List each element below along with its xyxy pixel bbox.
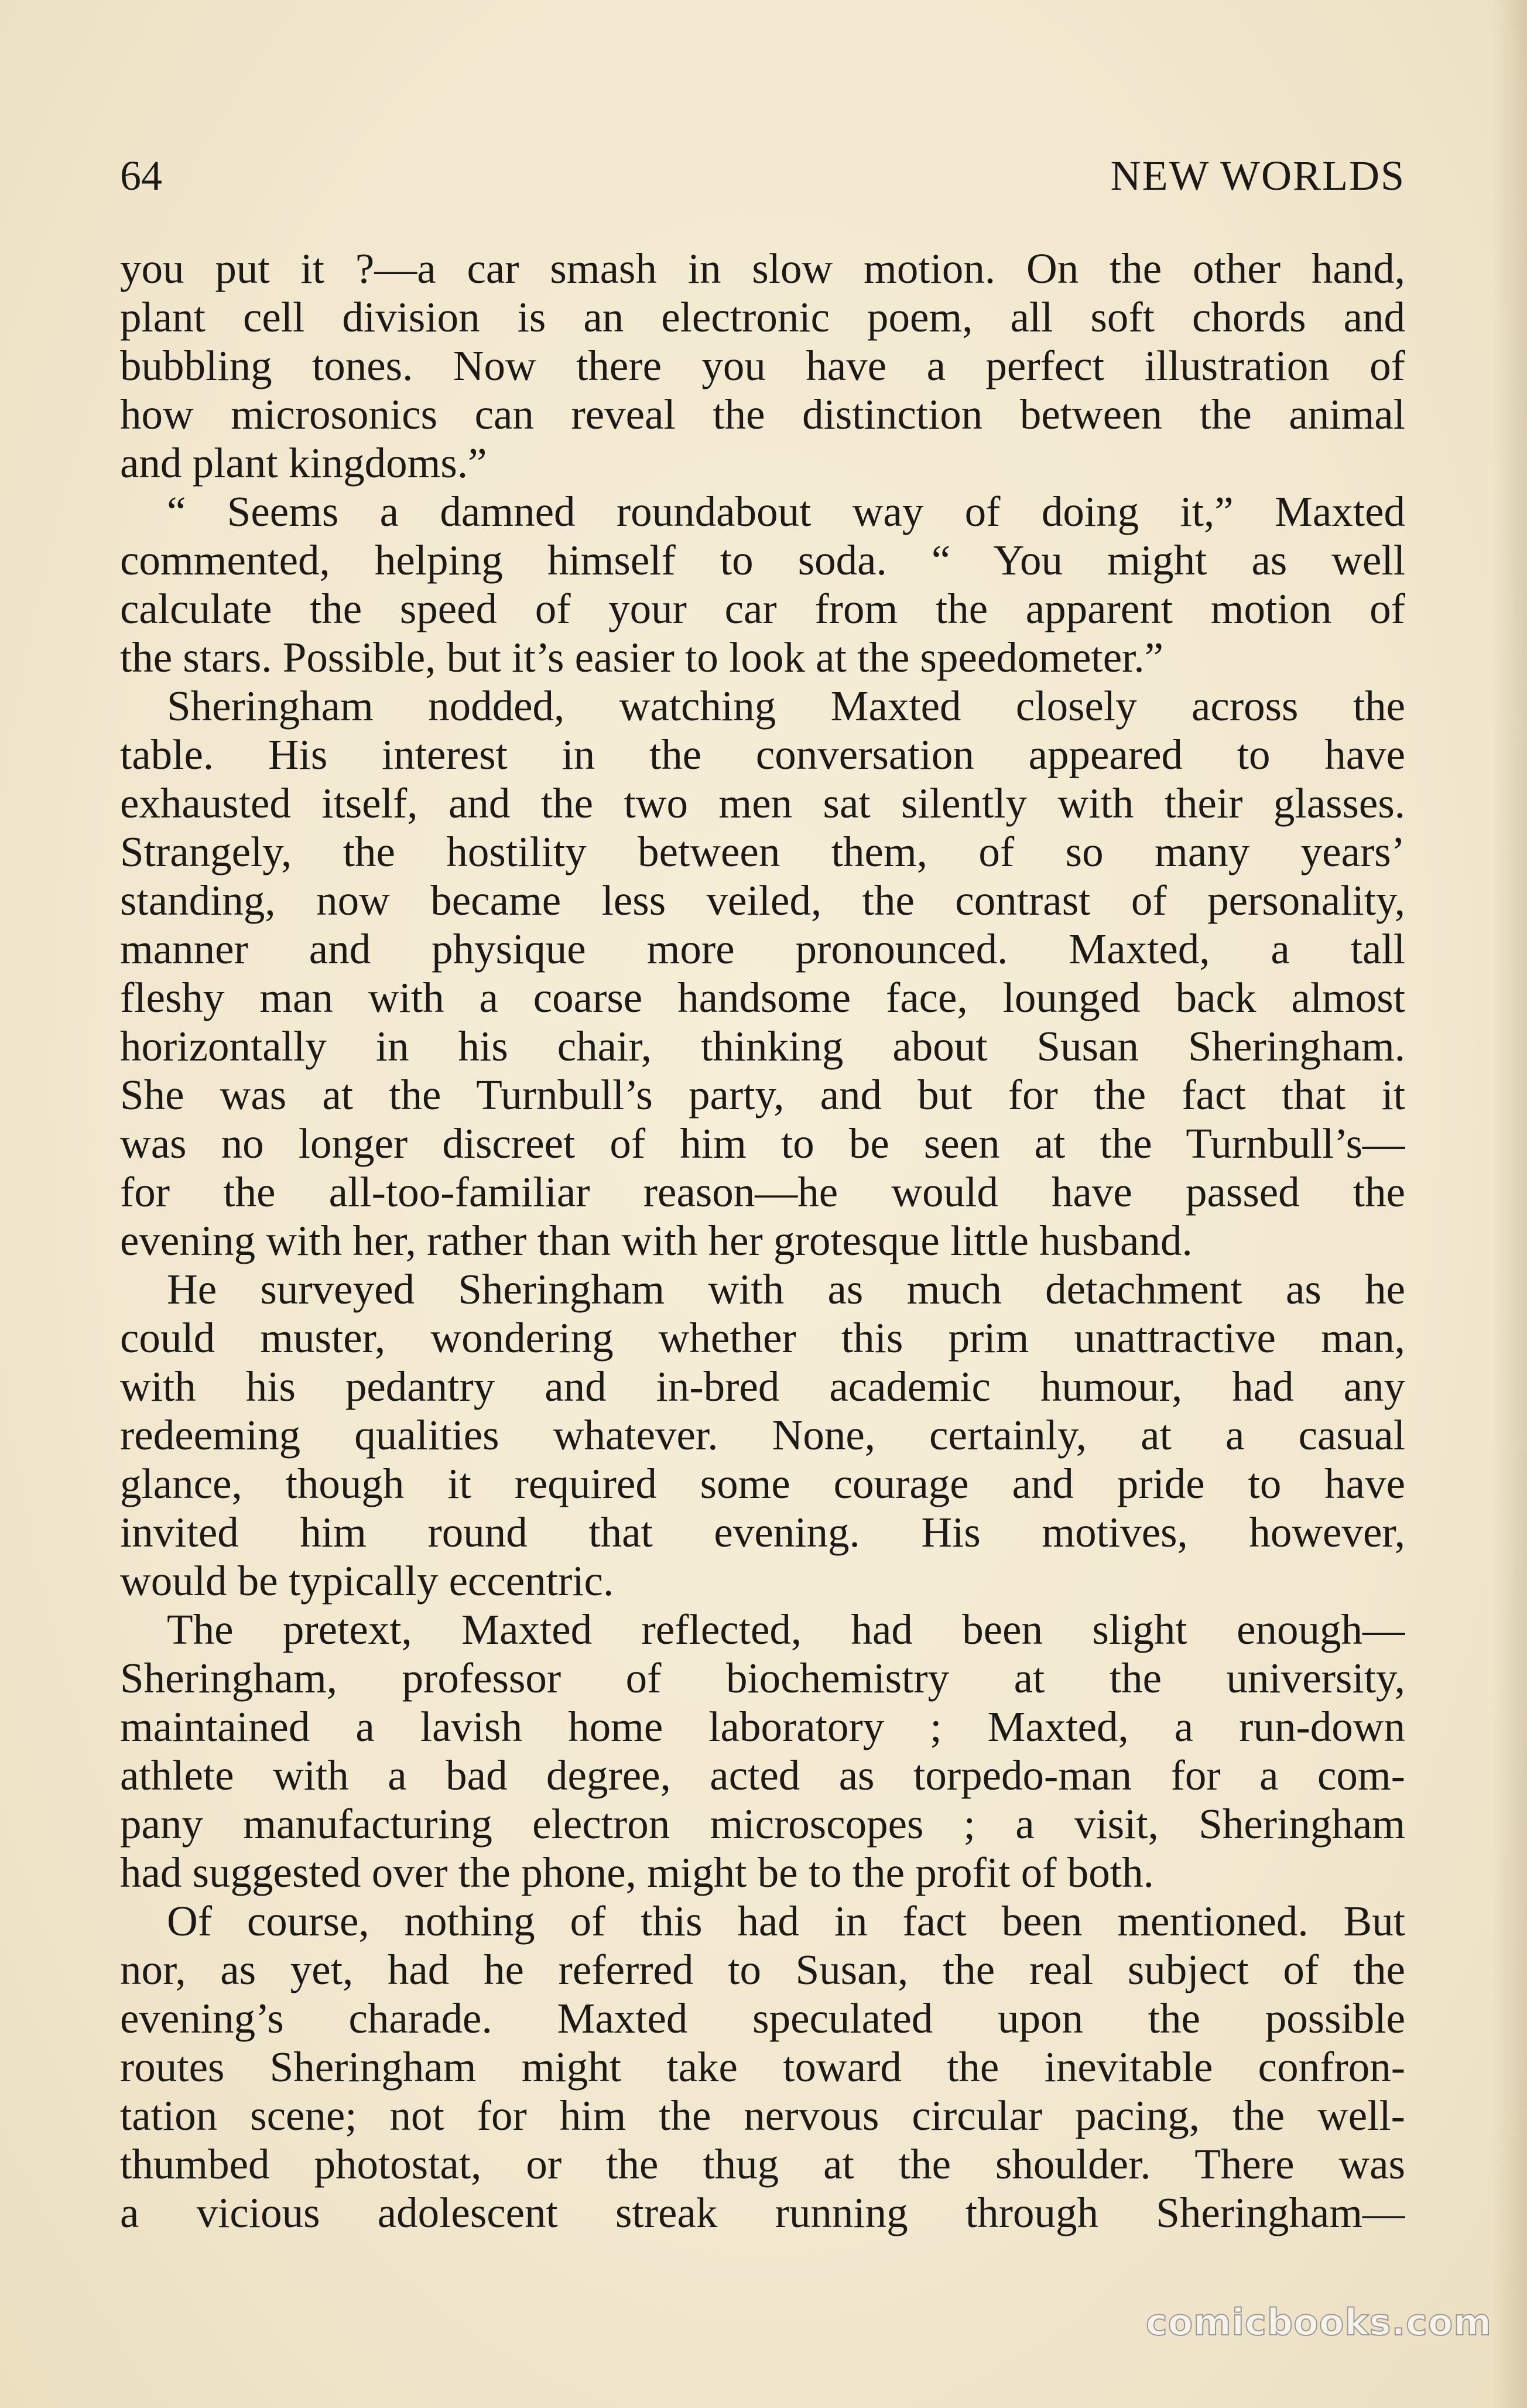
text-line: commented, helping himself to soda. “ You might as well — [120, 536, 1405, 584]
text-line: fleshy man with a coarse handsome face, lounged back almost — [120, 974, 1405, 1021]
text-line: routes Sheringham might take toward the inevitable confron- — [120, 2043, 1405, 2091]
text-line: bubbling tones. Now there you have a perfect illustration of — [120, 342, 1405, 389]
text-line: thumbed photostat, or the thug at the shoulder. There was — [120, 2140, 1405, 2188]
text-line: exhausted itself, and the two men sat silently with their glasses. — [120, 779, 1405, 827]
text-line: was no longer discreet of him to be seen at the Turnbull’s— — [120, 1120, 1405, 1167]
text-line: evening with her, rather than with her grotesque little husband. — [120, 1217, 1193, 1264]
text-line: Sheringham nodded, watching Maxted closely across the — [167, 682, 1405, 730]
text-line: The pretext, Maxted reflected, had been slight enough— — [167, 1606, 1405, 1653]
text-line: nor, as yet, had he referred to Susan, the real subject of the — [120, 1946, 1405, 1993]
text-line: athlete with a bad degree, acted as torpedo-man for a com- — [120, 1752, 1405, 1799]
text-line: calculate the speed of your car from the apparent motion of — [120, 585, 1405, 632]
text-line: Of course, nothing of this had in fact been mentioned. But — [167, 1897, 1405, 1945]
page-number: 64 — [120, 152, 162, 199]
text-line: you put it ?—a car smash in slow motion. On the other hand, — [120, 245, 1405, 292]
text-line: with his pedantry and in-bred academic humour, had any — [120, 1363, 1405, 1410]
body-text — [120, 244, 1405, 2237]
text-line: a vicious adolescent streak running through Sheringham— — [120, 2189, 1405, 2236]
text-line: table. His interest in the conversation appeared to have — [120, 731, 1405, 778]
text-line: redeeming qualities whatever. None, certainly, at a casual — [120, 1411, 1405, 1459]
text-line: glance, though it required some courage and pride to have — [120, 1460, 1405, 1507]
watermark-logo: comicbooks.com — [1145, 2301, 1492, 2344]
text-line: had suggested over the phone, might be to the profit of both. — [120, 1849, 1154, 1896]
text-line: invited him round that evening. His motives, however, — [120, 1509, 1405, 1556]
running-head: NEW WORLDS — [1110, 152, 1405, 199]
text-line: plant cell division is an electronic poem, all soft chords and — [120, 293, 1405, 341]
text-line: for the all-too-familiar reason—he would have passed the — [120, 1168, 1405, 1216]
text-line: evening’s charade. Maxted speculated upon the possible — [120, 1995, 1405, 2042]
text-line: She was at the Turnbull’s party, and but for the fact that it — [120, 1071, 1405, 1119]
page-header — [120, 149, 1405, 202]
text-line: “ Seems a damned roundabout way of doing it,” Maxted — [167, 488, 1405, 535]
text-line: Sheringham, professor of biochemistry at the university, — [120, 1654, 1405, 1702]
text-line: horizontally in his chair, thinking about Susan Sheringham. — [120, 1022, 1405, 1070]
text-line: Strangely, the hostility between them, of so many years’ — [120, 828, 1405, 875]
text-line: and plant kingdoms.” — [120, 439, 487, 487]
text-line: maintained a lavish home laboratory ; Maxted, a run-down — [120, 1703, 1405, 1750]
text-line: would be typically eccentric. — [120, 1557, 614, 1605]
text-line: He surveyed Sheringham with as much detachment as he — [167, 1265, 1405, 1313]
text-line: the stars. Possible, but it’s easier to look at the speedometer.” — [120, 634, 1164, 681]
text-line: standing, now became less veiled, the contrast of personality, — [120, 877, 1405, 924]
text-line: pany manufacturing electron microscopes ; a visit, Sheringham — [120, 1800, 1405, 1848]
text-line: how microsonics can reveal the distinction between the animal — [120, 391, 1405, 438]
page-edge-shadow — [1492, 0, 1527, 2408]
text-line: tation scene; not for him the nervous circular pacing, the well- — [120, 2092, 1405, 2139]
text-line: manner and physique more pronounced. Maxted, a tall — [120, 925, 1405, 973]
text-line: could muster, wondering whether this prim unattractive man, — [120, 1314, 1405, 1362]
